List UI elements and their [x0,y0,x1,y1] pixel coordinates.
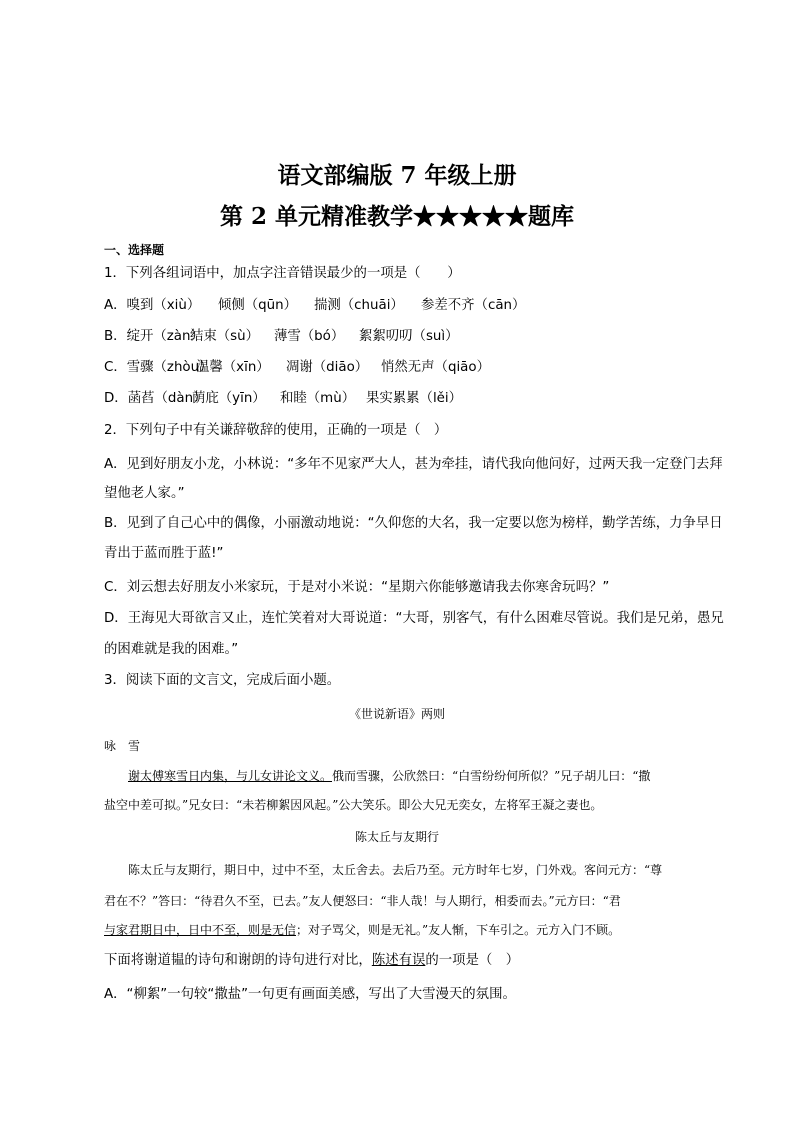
underlined-sentence: 与家君期日中，日中不至，则是无信 [104,923,297,937]
part-2-title: 陈太丘与友期行 [354,830,439,844]
question-3-stem: 3．阅读下面的文言文，完成后面小题。 [104,673,341,688]
option-term: 参差不齐（cān） [421,298,526,313]
option-term: 揣测（chuāi） [314,298,404,313]
question-2-option-d: D．王海见大哥欲言又止，连忙笑着对大哥说道：“大哥，别客气，有什么困难尽管说。我们是兄弟，愚兄 [104,611,724,626]
option-term: 荫庇（yīn） [192,391,266,406]
option-term: 和睦（mù） [280,391,356,406]
question-1-option-a [104,297,525,315]
option-term: 絮絮叨叨（suì） [359,329,459,344]
question-2-stem: 2．下列句子中有关谦辞敬辞的使用，正确的一项是（ ） [104,423,448,438]
part-2-line-3 [104,921,620,939]
option-term: 凋谢（diāo） [286,360,369,375]
sentence-text: 俄而雪骤，公欣然曰：“白雪纷纷何所似？”兄子胡儿曰：“撒 [332,769,651,783]
sentence-text: ；对子骂父，则是无礼。”友人惭，下车引之。元方入门不顾。 [296,923,621,937]
option-term: 倾侧（qūn） [218,298,298,313]
document-title: 语文部编版 7 年级上册 [277,162,517,189]
question-1-option-d [104,390,462,408]
question-3-sub-stem [104,952,519,970]
part-1-line-2: 盐空中差可拟。”兄女曰：“未若柳絮因风起。”公大笑乐。即公大兄无奕女，左将军王凝之妻也。 [104,798,603,812]
option-term: 果实累累（lěi） [366,391,463,406]
part-1-title: 咏 雪 [104,739,141,753]
option-term: D．菡萏（dàn） [104,391,207,406]
part-2-line-2: 君在不？”答曰：“待君久不至，已去。”友人便怒曰：“非人哉！与人期行，相委而去。”元方曰：“君 [104,894,621,908]
option-term: 薄雪（bó） [274,329,345,344]
question-2-option-a-cont: 望他老人家。” [104,486,185,501]
question-1-option-c [104,359,490,377]
option-term: 结束（sù） [190,329,260,344]
question-1-option-b [104,328,459,346]
document-subtitle: 第 2 单元精准教学★★★★★题库 [219,203,575,230]
question-2-option-b: B．见到了自己心中的偶像，小丽激动地说：“久仰您的大名，我一定要以您为榜样，勤学苦练，力争早日 [104,516,723,531]
question-3-option-a: A．“柳絮”一句较“撒盐”一句更有画面美感，写出了大雪漫天的氛围。 [104,987,516,1002]
option-term: 温馨（xīn） [196,360,270,375]
option-term: B．绽开（zàn） [104,329,204,344]
option-term: C．雪骤（zhòu） [104,360,213,375]
option-term: 悄然无声（qiāo） [381,360,490,375]
question-2-option-c: C．刘云想去好朋友小米家玩，于是对小米说：“星期六你能够邀请我去你寒舍玩吗？” [104,580,610,595]
classical-text-title: 《世说新语》两则 [348,707,445,721]
question-2-option-a: A．见到好朋友小龙，小林说：“多年不见家严大人，甚为牵挂，请代我向他问好，过两天我一定登门去拜 [104,457,723,472]
section-heading: 一、选择题 [104,243,165,257]
option-term: A．嗅到（xiù） [104,298,201,313]
sub-stem-text: 的一项是（ ） [425,953,520,968]
part-1-line-1 [128,767,650,785]
underlined-sentence: 谢太傅寒雪日内集，与儿女讲论文义。 [128,769,333,783]
part-2-line-1: 陈太丘与友期行，期日中，过中不至，太丘舍去。去后乃至。元方时年七岁，门外戏。客问元方：“尊 [128,863,663,877]
question-2-option-d-cont: 的困难就是我的困难。” [104,642,239,657]
underlined-phrase: 陈述有误 [371,953,426,968]
sub-stem-text: 下面将谢道韫的诗句和谢朗的诗句进行对比， [104,953,372,968]
question-1-stem: 1．下列各组词语中，加点字注音错误最少的一项是（ ） [104,266,461,281]
question-2-option-b-cont: 青出于蓝而胜于蓝!” [104,546,224,561]
